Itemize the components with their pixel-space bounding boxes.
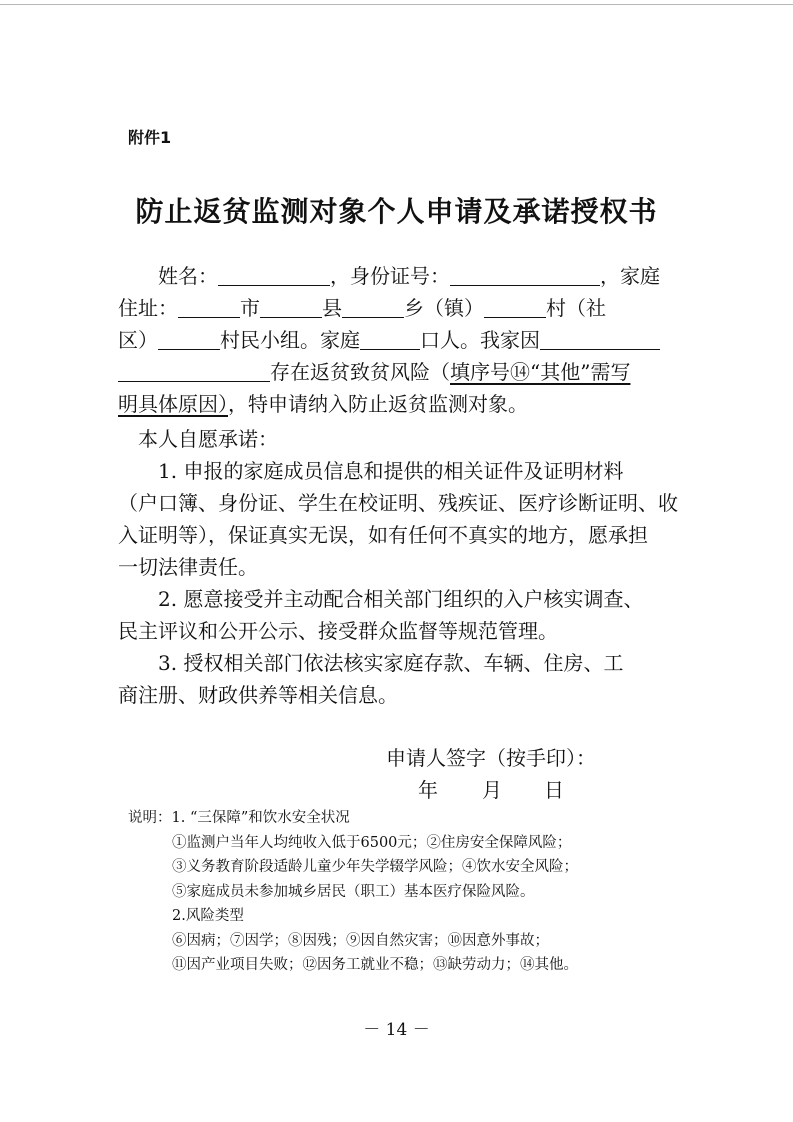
village-field[interactable]	[484, 295, 546, 318]
application-paragraph	[118, 260, 690, 420]
township-field[interactable]	[342, 295, 404, 318]
county-label: 县	[322, 296, 342, 320]
household-size-label: 口人。我家因	[420, 328, 540, 352]
commitment-1-line: （户口簿、身份证、学生在校证明、残疾证、医疗诊断证明、收	[118, 491, 678, 515]
notes-item: ⑤家庭成员未参加城乡居民（职工）基本医疗保险风险。	[172, 883, 535, 900]
commitment-1-line: 入证明等），保证真实无误，如有任何不真实的地方，愿承担	[118, 523, 648, 547]
notes-prefix: 说明：	[128, 810, 172, 826]
risk-instruction: 填序号⑭“其他”需写	[450, 360, 631, 384]
county-field[interactable]	[260, 295, 322, 318]
reason-field-2[interactable]	[118, 359, 270, 382]
commitment-1-line: 一切法律责任。	[118, 555, 258, 579]
risk-label: 存在返贫致贫风险（	[270, 360, 450, 384]
page-number: － 14 －	[363, 1020, 430, 1040]
risk-instruction-cont: 明具体原因）	[118, 392, 228, 416]
commitment-1-line: 1. 申报的家庭成员信息和提供的相关证件及证明材料	[158, 459, 624, 483]
notes-section-1-title: 1. “三保障”和饮水安全状况	[171, 810, 350, 826]
name-field[interactable]	[218, 263, 330, 286]
commitment-2-line: 2. 愿意接受并主动配合相关部门组织的入户核实调查、	[158, 587, 644, 611]
group-label: 村民小组。家庭	[220, 328, 360, 352]
signature-label: 申请人签字（按手印）：	[386, 746, 596, 770]
notes-item: ①监测户当年人均纯收入低于6500元；②住房安全保障风险；	[172, 834, 572, 851]
date-day: 日	[544, 778, 564, 802]
village-label: 村（社	[546, 296, 606, 320]
address-label: 住址：	[118, 296, 178, 320]
group-field[interactable]	[158, 327, 220, 350]
notes-item: ⑥因病；⑦因学；⑧因残；⑨因自然灾害；⑩因意外事故；	[172, 932, 549, 949]
home-label: ，家庭	[600, 264, 660, 288]
household-size-field[interactable]	[360, 327, 420, 350]
notes-item: ⑪因产业项目失败；⑫因务工就业不稳；⑬缺劳动力；⑭其他。	[172, 957, 578, 973]
date-year: 年	[418, 778, 438, 802]
commitment-2-line: 民主评议和公开公示、接受群众监督等规范管理。	[118, 619, 558, 643]
id-number-label: ，身份证号：	[330, 264, 450, 288]
notes-section-2-title: 2.风险类型	[172, 908, 244, 924]
attachment-label: 附件1	[128, 128, 172, 147]
name-label: 姓名：	[158, 264, 218, 288]
township-label: 乡（镇）	[404, 296, 484, 320]
commitment-3-line: 3. 授权相关部门依法核实家庭存款、车辆、住房、工	[158, 651, 624, 675]
commitment-section	[118, 423, 690, 711]
commitment-3-line: 商注册、财政供养等相关信息。	[118, 683, 398, 707]
apply-statement: ，特申请纳入防止返贫监测对象。	[228, 392, 528, 416]
document-title: 防止返贫监测对象个人申请及承诺授权书	[135, 195, 658, 228]
city-label: 市	[240, 296, 260, 320]
id-number-field[interactable]	[450, 263, 600, 286]
community-label: 区）	[118, 328, 158, 352]
notes-section	[128, 806, 578, 978]
city-field[interactable]	[178, 295, 240, 318]
notes-item: ③义务教育阶段适龄儿童少年失学辍学风险；④饮水安全风险；	[172, 859, 578, 875]
commitment-heading: 本人自愿承诺：	[138, 427, 278, 451]
date-month: 月	[482, 778, 502, 802]
reason-field-1[interactable]	[540, 327, 660, 350]
top-rule	[0, 4, 793, 5]
